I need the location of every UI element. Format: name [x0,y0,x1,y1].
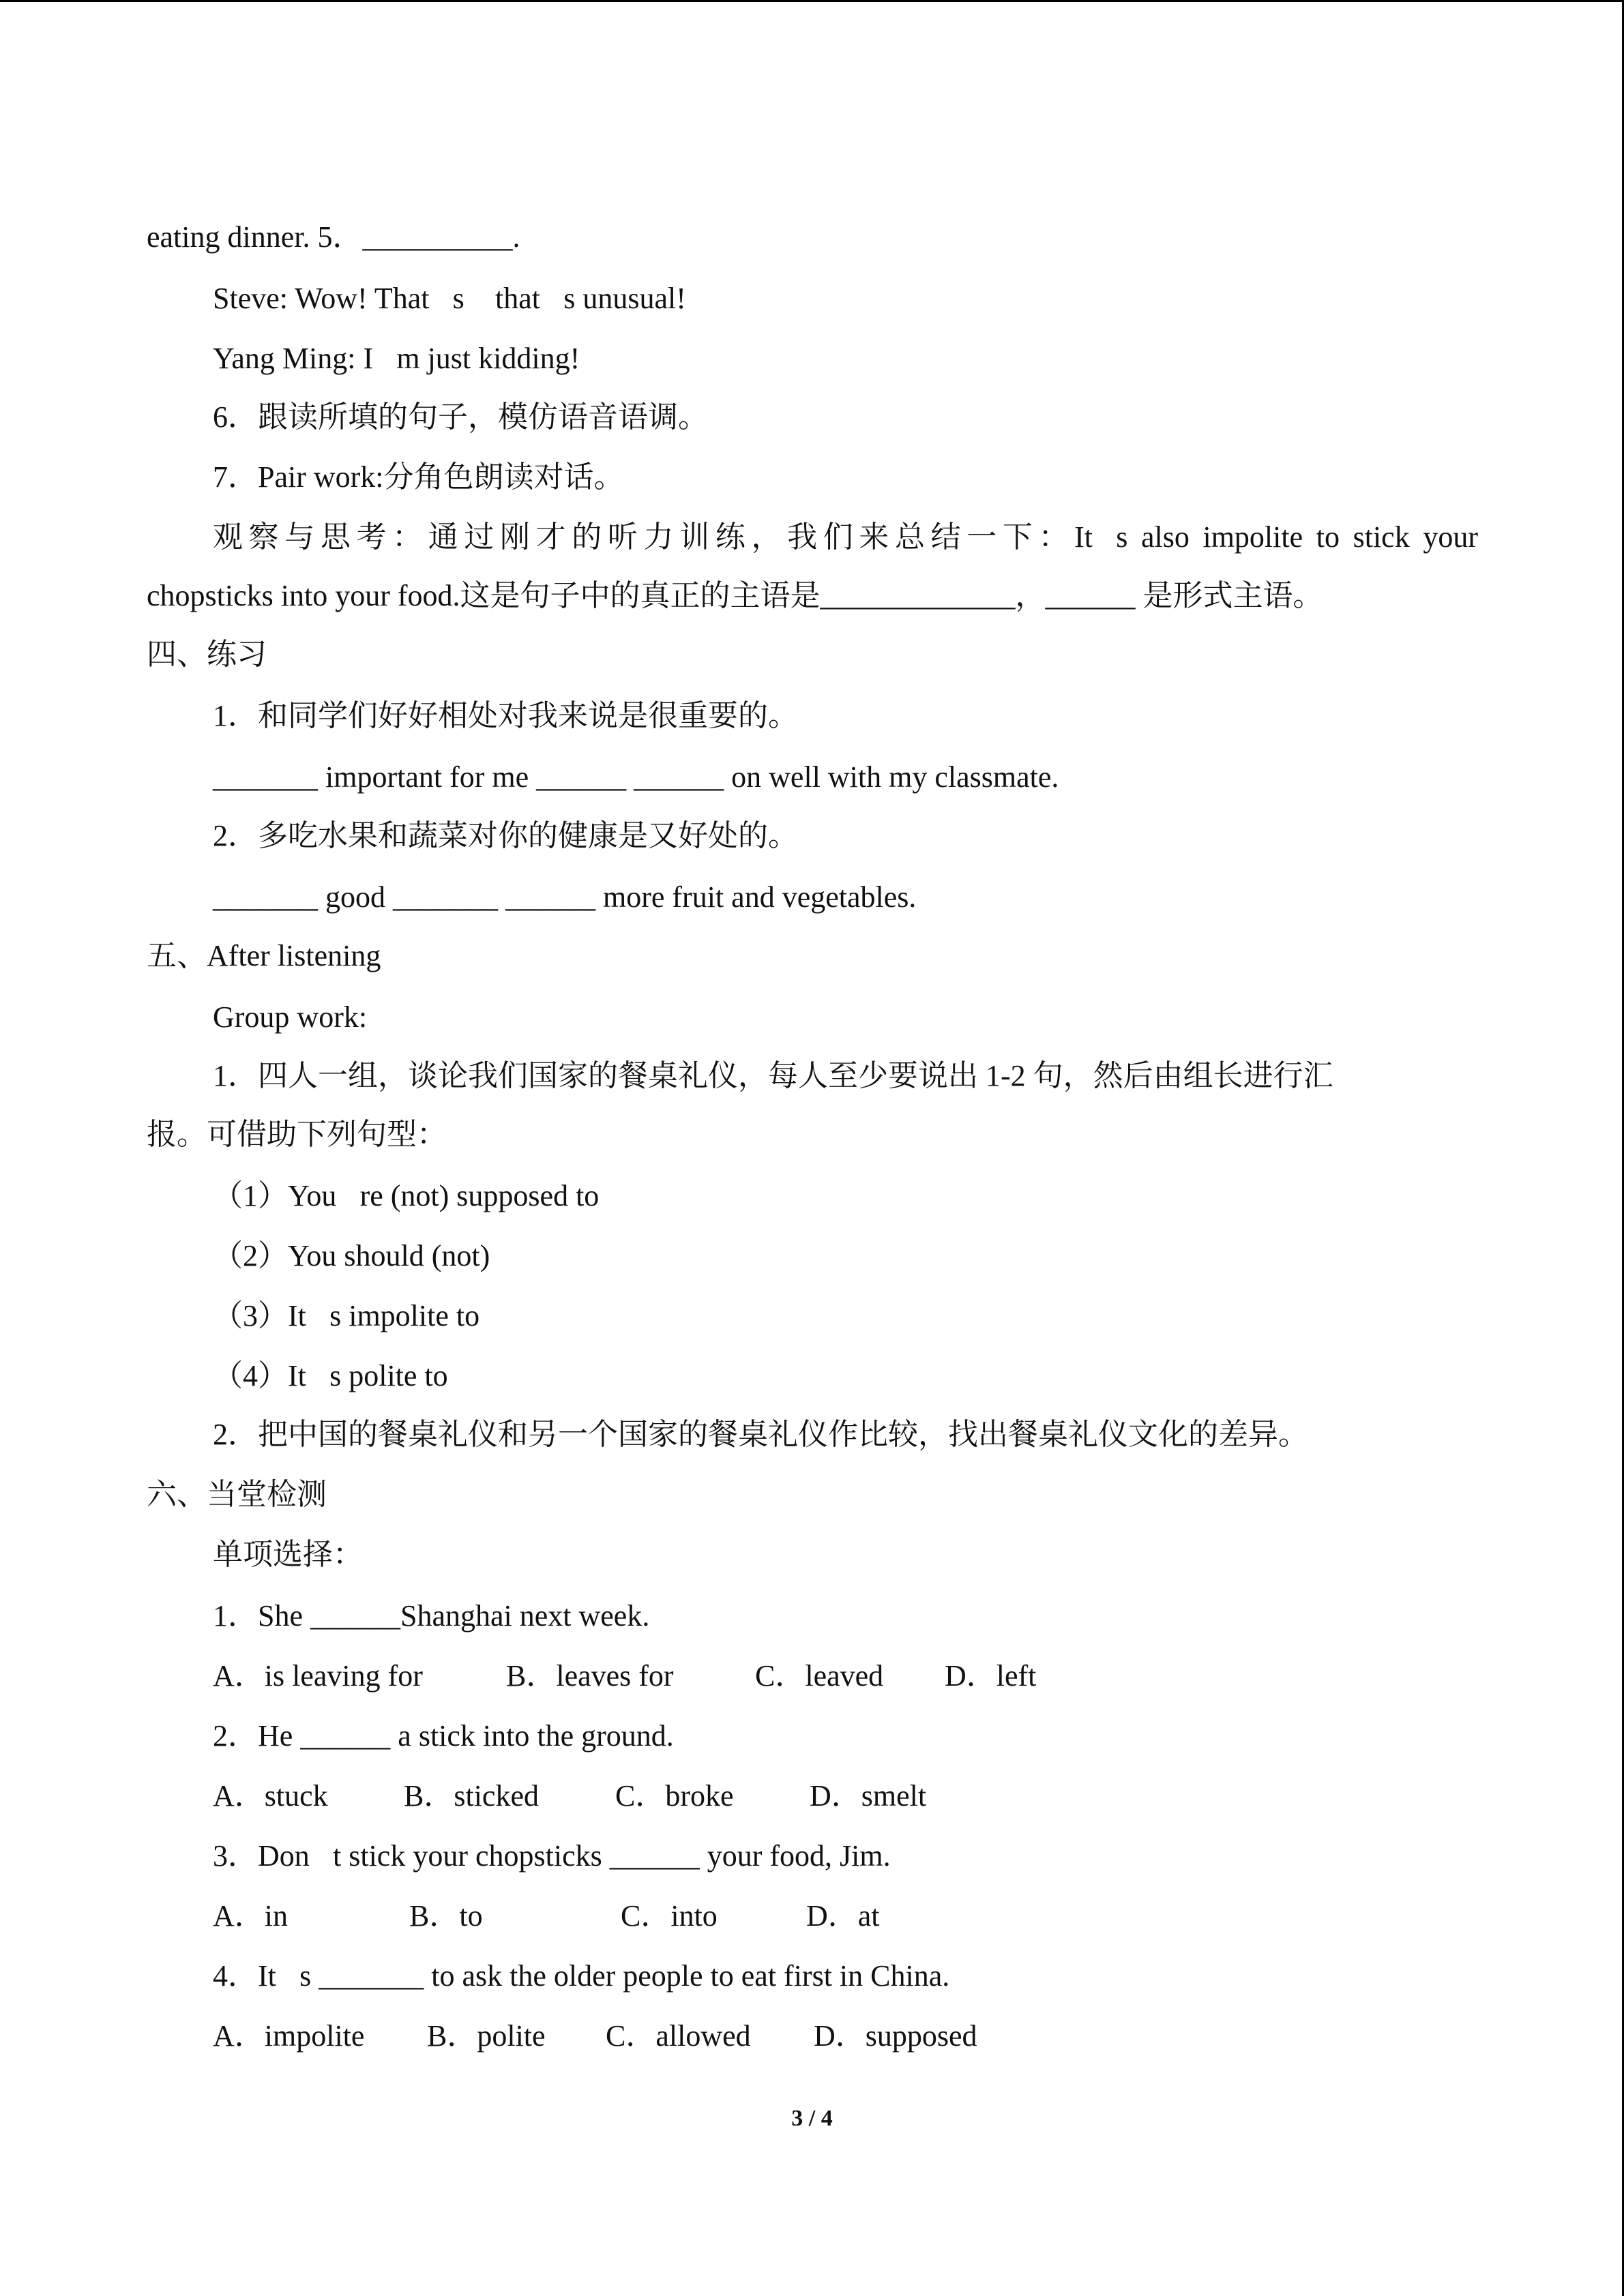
question-3: 3．Don t stick your chopsticks ______ your food, Jim. [213,1839,891,1873]
sentence-pattern-2: （2）You should (not)  [213,1239,514,1272]
section-heading-practice: 四、练习 [147,638,267,671]
instruction-6: 6．跟读所填的句子，模仿语音语调。 [213,400,708,434]
page-number: 3 / 4 [791,2106,833,2131]
sentence-pattern-3: （3）It s impolite to  [213,1299,503,1332]
sentence-pattern-4: （4）It s polite to  [213,1359,471,1392]
instruction-7: 7．Pair work:分角色朗读对话。 [213,460,624,494]
group-work-1-line-2: 报。可借助下列句型： [147,1118,447,1151]
option-c[interactable]: C．into [621,1899,718,1933]
sentence-pattern-1: （1）You re (not) supposed to  [213,1179,623,1212]
question-1: 1．She ______Shanghai next week. [213,1599,650,1632]
option-b[interactable]: B．to [409,1899,483,1933]
option-b[interactable]: B．sticked [404,1779,539,1813]
option-a[interactable]: A．is leaving for [213,1659,423,1693]
observation-line-2: chopsticks into your food.这是句子中的真正的主语是_____________，______ 是形式主语。 [147,579,1323,612]
practice-1-chinese: 1．和同学们好好相处对我来说是很重要的。 [213,699,798,732]
multiple-choice-label: 单项选择： [213,1538,363,1571]
text-line: eating dinner. 5．__________. [147,220,520,254]
dialogue-steve: Steve: Wow! That s  that s unusual! [213,282,686,315]
practice-2-english: _______ good _______ ______ more fruit and vegetables. [213,880,917,914]
question-3-options [213,1896,880,1937]
option-d[interactable]: D．left [945,1659,1037,1693]
option-c[interactable]: C．leaved [755,1659,884,1693]
option-a[interactable]: A．impolite [213,2019,365,2053]
group-work-1-line-1: 1．四人一组，谈论我们国家的餐桌礼仪，每人至少要说出 1-2 句，然后由组长进行汇 [213,1059,1333,1092]
group-work-2: 2．把中国的餐桌礼仪和另一个国家的餐桌礼仪作比较，找出餐桌礼仪文化的差异。 [213,1418,1308,1451]
question-1-options [213,1656,1036,1697]
option-a[interactable]: A．in [213,1899,288,1933]
observation-line-1: 观察与思考：通过刚才的听力训练，我们来总结一下：It s also impolite to stick your [213,520,1478,554]
question-4: 4．It s _______ to ask the older people to eat first in China. [213,1959,950,1993]
group-work-label: Group work: [213,1000,368,1034]
option-c[interactable]: C．broke [615,1779,734,1813]
section-heading-quiz: 六、当堂检测 [147,1478,327,1511]
option-d[interactable]: D．smelt [810,1779,927,1813]
practice-1-english: _______ important for me ______ ______ on well with my classmate. [213,760,1059,794]
practice-2-chinese: 2．多吃水果和蔬菜对你的健康是又好处的。 [213,819,798,852]
option-b[interactable]: B．leaves for [506,1659,674,1693]
option-d[interactable]: D．at [806,1899,880,1933]
option-c[interactable]: C．allowed [606,2019,751,2053]
section-heading-after-listening: 五、After listening [147,939,381,972]
question-2: 2．He ______ a stick into the ground. [213,1719,674,1753]
dialogue-yang-ming: Yang Ming: I m just kidding! [213,342,580,375]
option-b[interactable]: B．polite [427,2019,546,2053]
option-a[interactable]: A．stuck [213,1779,328,1813]
top-border [0,0,1624,2]
option-d[interactable]: D．supposed [814,2019,977,2053]
question-2-options [213,1776,926,1817]
question-4-options [213,2016,977,2057]
